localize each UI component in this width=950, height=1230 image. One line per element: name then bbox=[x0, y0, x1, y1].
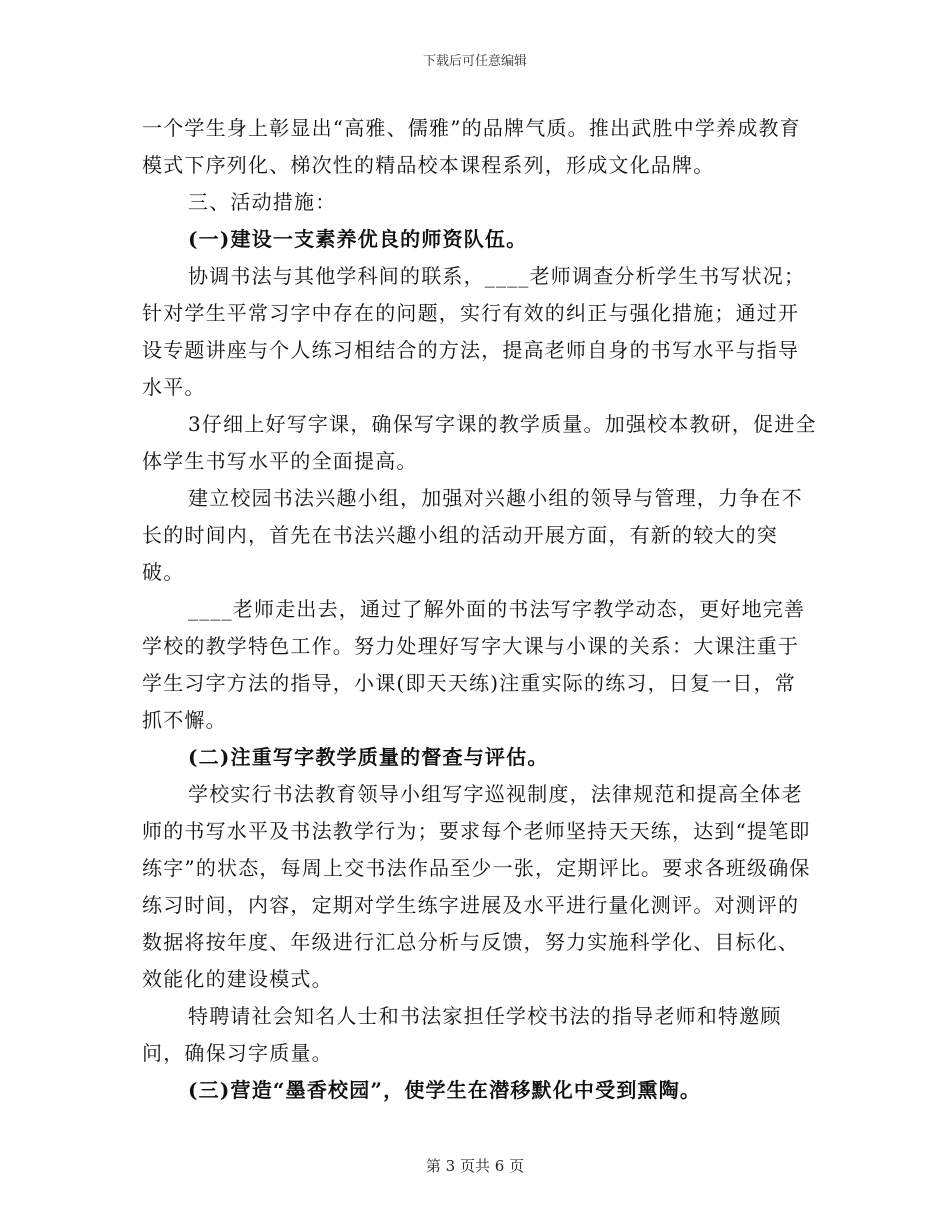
paragraph-invited-experts: 特聘请社会知名人士和书法家担任学校书法的指导老师和特邀顾问，确保习字质量。 bbox=[142, 1004, 782, 1065]
paragraph-interest-group: 建立校园书法兴趣小组，加强对兴趣小组的领导与管理，力争在不长的时间内，首先在书法兴趣小组的活动开展方面，有新的较大的突破。 bbox=[142, 486, 803, 584]
subheading-ink-campus: (三)营造“墨香校园”，使学生在潜移默化中受到熏陶。 bbox=[188, 1078, 702, 1102]
paragraph-inspection-system: 学校实行书法教育领导小组写字巡视制度，法律规范和提高全体老师的书写水平及书法教学行为；要求每个老师坚持天天练，达到“提笔即练字”的状态，每周上交书法作品至少一张，定期评比。要求各班级确保练习时间，内容，定期对学生练字进展及水平进行量化测评。对测评的数据将按年度、年级进行汇总分析与反馈，努力实施科学化、目标化、效能化的建设模式。 bbox=[142, 782, 811, 991]
page-header: 下载后可任意编辑 bbox=[422, 54, 527, 69]
paragraph-teachers-go-out: ____老师走出去，通过了解外面的书法写字教学动态，更好地完善学校的教学特色工作。努力处理好写字大课与小课的关系：大课注重于学生习字方法的指导，小课(即天天练)注重实际的练习，日复一日，常抓不懈。 bbox=[142, 597, 806, 732]
section-heading-activity-measures: 三、活动措施： bbox=[188, 190, 337, 214]
subheading-teacher-team: (一)建设一支素养优良的师资队伍。 bbox=[188, 227, 528, 251]
document-body bbox=[142, 110, 817, 1109]
paragraph-continuation: 一个学生身上彰显出“高雅、儒雅”的品牌气质。推出武胜中学养成教育模式下序列化、梯次性的精品校本课程系列，形成文化品牌。 bbox=[142, 116, 801, 177]
paragraph-writing-class: 3仔细上好写字课，确保写字课的教学质量。加强校本教研，促进全体学生书写水平的全面提高。 bbox=[142, 412, 817, 473]
subheading-quality-supervision: (二)注重写字教学质量的督查与评估。 bbox=[188, 745, 549, 769]
page-footer: 第 3 页共 6 页 bbox=[425, 1157, 525, 1175]
paragraph-coordinate-calligraphy: 协调书法与其他学科间的联系，____老师调查分析学生书写状况；针对学生平常习字中存在的问题，实行有效的纠正与强化措施；通过开设专题讲座与个人练习相结合的方法，提高老师自身的书写水平与指导水平。 bbox=[142, 264, 806, 399]
